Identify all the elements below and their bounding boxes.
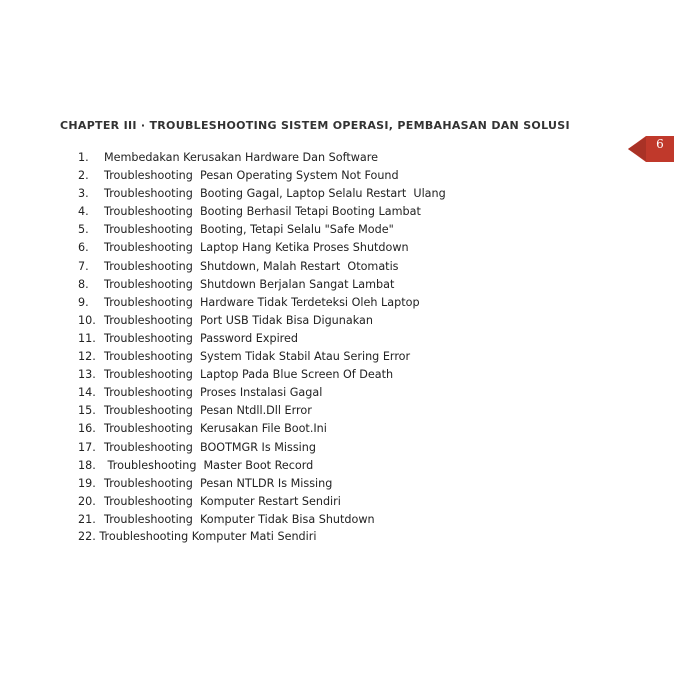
toc-item-text: Troubleshooting Proses Instalasi Gagal: [104, 386, 323, 400]
toc-list: [78, 149, 446, 529]
toc-item-text: Troubleshooting Password Expired: [104, 331, 299, 345]
toc-item-number: 18.: [78, 458, 96, 472]
toc-item-number: 1.: [78, 151, 89, 164]
toc-item-text: Troubleshooting Laptop Hang Ketika Proses Shutdown: [104, 241, 409, 255]
toc-item-number: 3.: [78, 187, 89, 201]
toc-item-number: 8.: [78, 277, 89, 291]
toc-item: [78, 439, 446, 457]
toc-item-number: 19.: [78, 476, 96, 490]
toc-item-number: 7.: [78, 259, 89, 273]
toc-item-number: 16.: [78, 422, 96, 436]
cropped-line: [78, 530, 378, 543]
toc-item-text: Troubleshooting Booting, Tetapi Selalu "Safe Mode": [104, 223, 394, 237]
toc-item-number: 17.: [78, 440, 96, 454]
toc-item-text: Troubleshooting Shutdown Berjalan Sangat Lambat: [104, 277, 395, 291]
toc-item: [78, 384, 446, 402]
toc-item-text: Troubleshooting Pesan NTLDR Is Missing: [104, 476, 333, 490]
toc-item: [78, 348, 446, 366]
toc-item: [78, 221, 446, 239]
toc-item: [78, 239, 446, 257]
toc-item: [78, 312, 446, 330]
cropped-line-text: 22. Troubleshooting Komputer Mati Sendiri: [78, 530, 317, 543]
toc-item-text: Troubleshooting Pesan Ntdll.Dll Error: [104, 404, 312, 418]
toc-item-text: Troubleshooting Booting Berhasil Tetapi Booting Lambat: [104, 205, 421, 219]
toc-item-number: 2.: [78, 169, 89, 183]
toc-item: [78, 294, 446, 312]
toc-item-text: Troubleshooting Port USB Tidak Bisa Digunakan: [104, 313, 373, 327]
toc-item-text: Troubleshooting Komputer Restart Sendiri: [104, 494, 341, 508]
toc-item: [78, 185, 446, 203]
page-number: 6: [656, 137, 664, 151]
toc-item-text: Troubleshooting Laptop Pada Blue Screen Of Death: [104, 368, 394, 382]
toc-item: [78, 511, 446, 529]
running-header-cropped: [60, 119, 570, 138]
running-header-text: CHAPTER III · TROUBLESHOOTING SISTEM OPERASI, PEMBAHASAN DAN SOLUSI: [60, 119, 570, 132]
toc-item-number: 9.: [78, 295, 89, 309]
toc-item-number: 11.: [78, 331, 96, 345]
toc-item-text: Troubleshooting Shutdown, Malah Restart Otomatis: [104, 259, 399, 273]
toc-item: [78, 457, 446, 475]
toc-item-number: 13.: [78, 368, 96, 382]
toc-item: [78, 167, 446, 185]
toc-item-text: Troubleshooting Pesan Operating System Not Found: [104, 169, 399, 183]
toc-item: [78, 258, 446, 276]
toc-item: [78, 493, 446, 511]
toc-item-number: 14.: [78, 386, 96, 400]
toc-item: [78, 366, 446, 384]
toc-item: [78, 330, 446, 348]
toc-item: [78, 149, 446, 167]
toc-item-text: Troubleshooting Hardware Tidak Terdeteksi Oleh Laptop: [104, 295, 420, 309]
toc-item: [78, 420, 446, 438]
toc-item-number: 5.: [78, 223, 89, 237]
toc-item-number: 20.: [78, 494, 96, 508]
toc-item-number: 12.: [78, 350, 96, 364]
toc-item-number: 4.: [78, 205, 89, 219]
toc-item-number: 15.: [78, 404, 96, 418]
toc-item-text: Troubleshooting Master Boot Record: [104, 458, 314, 472]
toc-item-text: Troubleshooting System Tidak Stabil Atau Sering Error: [104, 350, 411, 364]
toc-item-text: Troubleshooting Komputer Tidak Bisa Shutdown: [104, 512, 375, 526]
toc-item-text: Troubleshooting Booting Gagal, Laptop Selalu Restart Ulang: [104, 187, 446, 201]
page-number-tab: [628, 136, 674, 162]
toc-item: [78, 276, 446, 294]
toc-item: [78, 402, 446, 420]
toc-item: [78, 203, 446, 221]
toc-item-text: Troubleshooting Kerusakan File Boot.Ini: [104, 422, 327, 436]
toc-item-text: Troubleshooting BOOTMGR Is Missing: [104, 440, 316, 454]
toc-item-text: Membedakan Kerusakan Hardware Dan Software: [104, 151, 378, 164]
toc-item: [78, 475, 446, 493]
toc-item-number: 10.: [78, 313, 96, 327]
toc-item-number: 6.: [78, 241, 89, 255]
toc-item-number: 21.: [78, 512, 96, 526]
